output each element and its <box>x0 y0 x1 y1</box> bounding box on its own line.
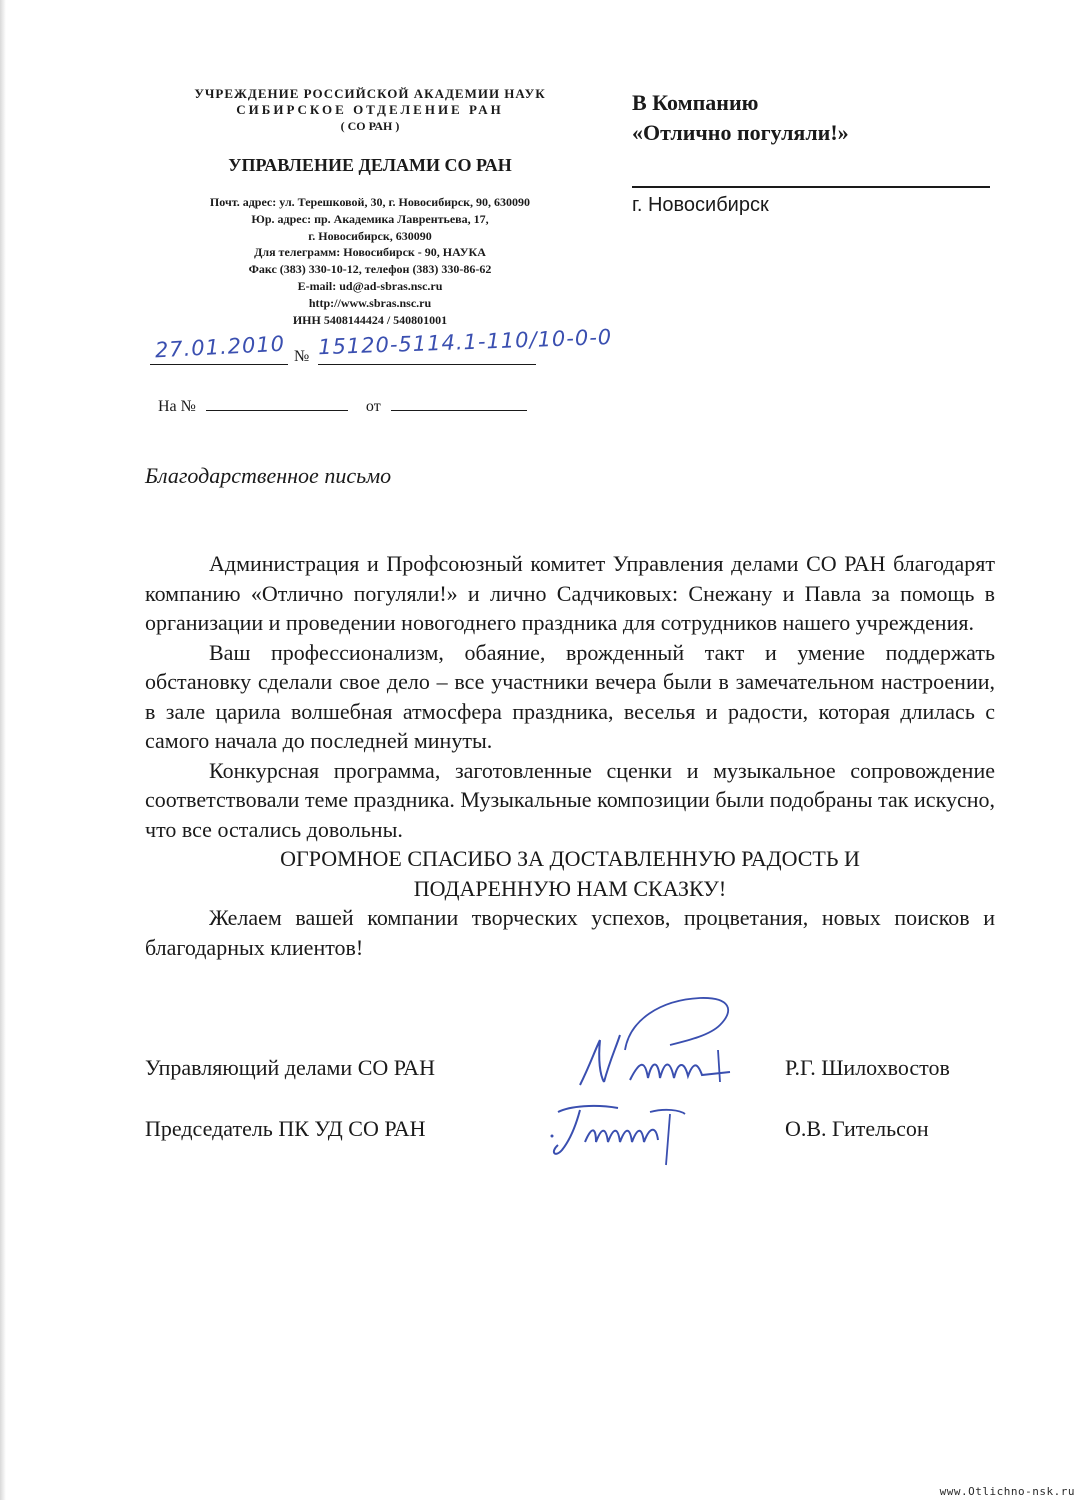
address-line: Юр. адрес: пр. Академика Лаврентьева, 17, <box>251 211 489 226</box>
signer-name: О.В. Гительсон <box>785 1116 929 1141</box>
ref-date-blank <box>391 396 527 411</box>
address-line: Почт. адрес: ул. Терешковой, 30, г. Новосибирск, 90, 630090 <box>209 195 531 209</box>
number-underline <box>318 364 536 365</box>
recipient-line1: В Компанию <box>632 90 759 115</box>
org-name-line1: УЧРЕЖДЕНИЕ РОССИЙСКОЙ АКАДЕМИИ НАУК <box>194 86 546 101</box>
registration-number: 15120-5114.1-110/10-0-0 <box>317 325 613 360</box>
org-name-line2: СИБИРСКОЕ ОТДЕЛЕНИЕ РАН <box>236 102 504 117</box>
body-paragraph-4: Желаем вашей компании творческих успехов, процветания, новых поисков и благодарных клиентов! <box>145 905 995 960</box>
ref-number-blank <box>206 396 348 411</box>
address-line: г. Новосибирск, 630090 <box>308 228 432 243</box>
recipient-company: «Отлично погуляли!» <box>632 120 849 145</box>
address-line: Для телеграмм: Новосибирск - 90, НАУКА <box>254 245 486 260</box>
recipient-block <box>632 88 992 217</box>
emphasis-line-1: ОГРОМНОЕ СПАСИБО ЗА ДОСТАВЛЕННУЮ РАДОСТЬ И <box>280 846 860 871</box>
document-title: Благодарственное письмо <box>145 463 392 488</box>
ref-number-label: На № <box>158 398 196 415</box>
body-paragraph-2: Ваш профессионализм, обаяние, врожденный такт и умение поддержать обстановку сделали свое дело – все участники вечера были в замечательном настроении, в зале царила волшебная атмосфера праздника, веселья и радости, которая длилась с самого начала до последней минуты. <box>145 639 995 753</box>
signer-role: Управляющий делами СО РАН <box>145 1055 435 1080</box>
ref-from-label: от <box>365 398 381 415</box>
email-line: E-mail: ud@ad-sbras.nsc.ru <box>297 278 443 293</box>
body-paragraph-3: Конкурсная программа, заготовленные сценки и музыкальное сопровождение соответствовали теме праздника. Музыкальные композиции были подобраны так искусно, что все остались довольны. <box>145 757 995 842</box>
department-title: УПРАВЛЕНИЕ ДЕЛАМИ СО РАН <box>228 155 512 175</box>
address-block <box>150 194 590 328</box>
tax-id-line: ИНН 5408144424 / 540801001 <box>292 312 448 327</box>
body-paragraph-1: Администрация и Профсоюзный комитет Управления делами СО РАН благодарят компанию «Отлично погуляли!» и лично Садчиковых: Снежану и Павла за помощь в организации и проведении новогоднего праздника для сотрудников нашего учреждения. <box>145 551 995 635</box>
emphasis-line-2: ПОДАРЕННУЮ НАМ СКАЗКУ! <box>413 875 727 901</box>
date-underline <box>150 364 288 365</box>
reference-line <box>158 396 527 416</box>
org-name-line3: ( СО РАН ) <box>340 119 400 133</box>
signer-name: Р.Г. Шилохвостов <box>785 1055 950 1080</box>
site-watermark: www.Otlichno-nsk.ru <box>939 1485 1075 1498</box>
signature-mark-2 <box>540 1100 700 1175</box>
number-label: № <box>294 348 310 365</box>
registration-date: 27.01.2010 <box>154 331 286 363</box>
letterhead <box>150 86 590 328</box>
letter-body <box>145 549 995 962</box>
signature-mark-1 <box>570 990 750 1100</box>
address-line: Факс (383) 330-10-12, телефон (383) 330-86-62 <box>248 262 492 277</box>
recipient-divider <box>632 186 990 188</box>
website-line: http://www.sbras.nsc.ru <box>308 295 432 310</box>
recipient-city: г. Новосибирск <box>632 194 769 216</box>
registration-line <box>150 325 670 375</box>
scan-edge <box>0 0 6 1500</box>
signer-role: Председатель ПК УД СО РАН <box>145 1116 426 1141</box>
